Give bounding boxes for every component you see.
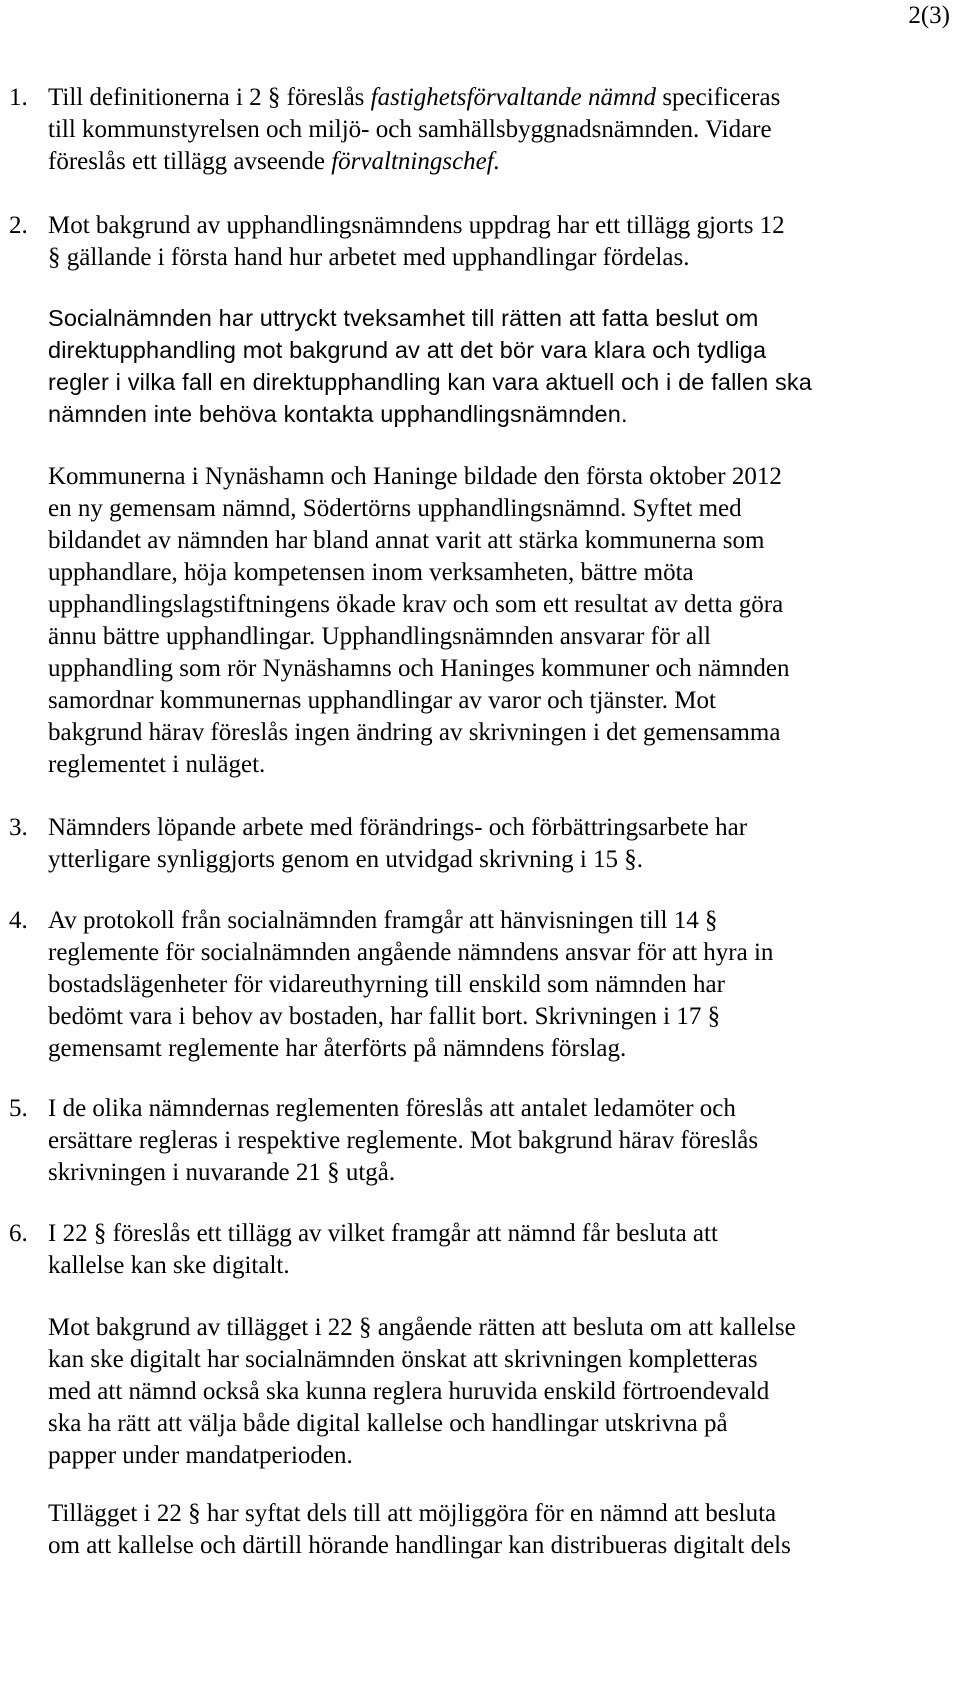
paragraph-socialnamnden bbox=[48, 302, 950, 430]
text-line bbox=[48, 82, 950, 114]
text-line: I de olika nämndernas reglementen föreslås att antalet ledamöter och bbox=[48, 1095, 736, 1122]
text-run: föreslås bbox=[280, 84, 371, 111]
item-text bbox=[48, 210, 950, 274]
text-run: specificeras bbox=[656, 84, 781, 111]
text-line: om att kallelse och därtill hörande handlingar kan distribueras digitalt dels bbox=[48, 1532, 791, 1559]
text-line: bakgrund härav föreslås ingen ändring av skrivningen i det gemensamma bbox=[48, 719, 781, 746]
italic-term: förvaltningschef. bbox=[331, 148, 500, 175]
text-line: nämnden inte behöva kontakta upphandlingsnämnden. bbox=[48, 401, 628, 427]
text-run: föreslås ett tillägg avseende bbox=[48, 148, 332, 175]
text-line: Tillägget i 22 § har syftat dels till att möjliggöra för en nämnd att besluta bbox=[48, 1500, 777, 1527]
text-line: upphandlare, höja kompetensen inom verksamheten, bättre möta bbox=[48, 559, 694, 586]
text-line: samordnar kommunernas upphandlingar av varor och tjänster. Mot bbox=[48, 687, 716, 714]
text-line: Nämnders löpande arbete med förändrings- och förbättringsarbete har bbox=[48, 814, 748, 841]
text-line: Socialnämnden har uttryckt tveksamhet till rätten att fatta beslut om bbox=[48, 305, 759, 331]
text-run: Till definitionerna i 2 bbox=[48, 84, 268, 111]
text-line: Av protokoll från socialnämnden framgår att hänvisningen till 14 § bbox=[48, 907, 718, 934]
text-line: upphandling som rör Nynäshamns och Haninges kommuner och nämnden bbox=[48, 655, 790, 682]
text-line: bildandet av nämnden har bland annat varit att stärka kommunerna som bbox=[48, 527, 765, 554]
text-line: papper under mandatperioden. bbox=[48, 1442, 353, 1469]
item-number: 1. bbox=[9, 84, 28, 111]
paragraph-syfte-22 bbox=[48, 1498, 950, 1562]
section-sign: § bbox=[267, 84, 281, 111]
item-text bbox=[48, 82, 950, 178]
text-line: med att nämnd också ska kunna reglera huruvida enskild förtroendevald bbox=[48, 1378, 770, 1405]
text-line: upphandlingslagstiftningens ökade krav och som ett resultat av detta göra bbox=[48, 591, 784, 618]
text-line: reglementet i nuläget. bbox=[48, 751, 266, 778]
item-number: 6. bbox=[9, 1220, 28, 1247]
text-line: regler i vilka fall en direktupphandling kan vara aktuell och i de fallen ska bbox=[48, 369, 812, 395]
text-line: direktupphandling mot bakgrund av att det bör vara klara och tydliga bbox=[48, 337, 767, 363]
text-line bbox=[48, 146, 950, 178]
text-line: skrivningen i nuvarande 21 § utgå. bbox=[48, 1159, 396, 1186]
item-number: 2. bbox=[9, 212, 28, 239]
text-line: ska ha rätt att välja både digital kallelse och handlingar utskrivna på bbox=[48, 1410, 728, 1437]
item-text bbox=[48, 1093, 950, 1189]
item-text bbox=[48, 905, 950, 1065]
italic-term: fastighetsförvaltande nämnd bbox=[370, 84, 657, 111]
paragraph-digital-kallelse bbox=[48, 1312, 950, 1472]
text-line: reglemente för socialnämnden angående nämndens ansvar för att hyra in bbox=[48, 939, 774, 966]
text-line: till kommunstyrelsen och miljö- och samhällsbyggnadsnämnden. Vidare bbox=[48, 116, 772, 143]
text-line: bostadslägenheter för vidareuthyrning till enskild som nämnden har bbox=[48, 971, 725, 998]
item-number: 5. bbox=[9, 1095, 28, 1122]
text-line: bedömt vara i behov av bostaden, har fallit bort. Skrivningen i 17 § bbox=[48, 1003, 721, 1030]
item-number: 4. bbox=[9, 907, 28, 934]
text-line: § gällande i första hand hur arbetet med upphandlingar fördelas. bbox=[48, 244, 690, 271]
text-line: gemensamt reglemente har återförts på nämndens förslag. bbox=[48, 1035, 627, 1062]
text-line: kallelse kan ske digitalt. bbox=[48, 1252, 290, 1279]
text-line: Mot bakgrund av tillägget i 22 § angående rätten att besluta om att kallelse bbox=[48, 1314, 796, 1341]
paragraph-kommunerna bbox=[48, 461, 950, 781]
text-line: ännu bättre upphandlingar. Upphandlingsnämnden ansvarar för all bbox=[48, 623, 712, 650]
item-text bbox=[48, 812, 950, 876]
text-line: Kommunerna i Nynäshamn och Haninge bildade den första oktober 2012 bbox=[48, 463, 782, 490]
text-line: ersättare regleras i respektive reglemente. Mot bakgrund härav föreslås bbox=[48, 1127, 759, 1154]
text-line: Mot bakgrund av upphandlingsnämndens uppdrag har ett tillägg gjorts 12 bbox=[48, 212, 785, 239]
text-line: I 22 § föreslås ett tillägg av vilket framgår att nämnd får besluta att bbox=[48, 1220, 718, 1247]
item-number: 3. bbox=[9, 814, 28, 841]
item-text bbox=[48, 1218, 950, 1282]
text-line: en ny gemensam nämnd, Södertörns upphandlingsnämnd. Syftet med bbox=[48, 495, 742, 522]
text-line: kan ske digitalt har socialnämnden önskat att skrivningen kompletteras bbox=[48, 1346, 758, 1373]
text-line: ytterligare synliggjorts genom en utvidgad skrivning i 15 §. bbox=[48, 846, 644, 873]
page-number: 2(3) bbox=[908, 2, 950, 29]
